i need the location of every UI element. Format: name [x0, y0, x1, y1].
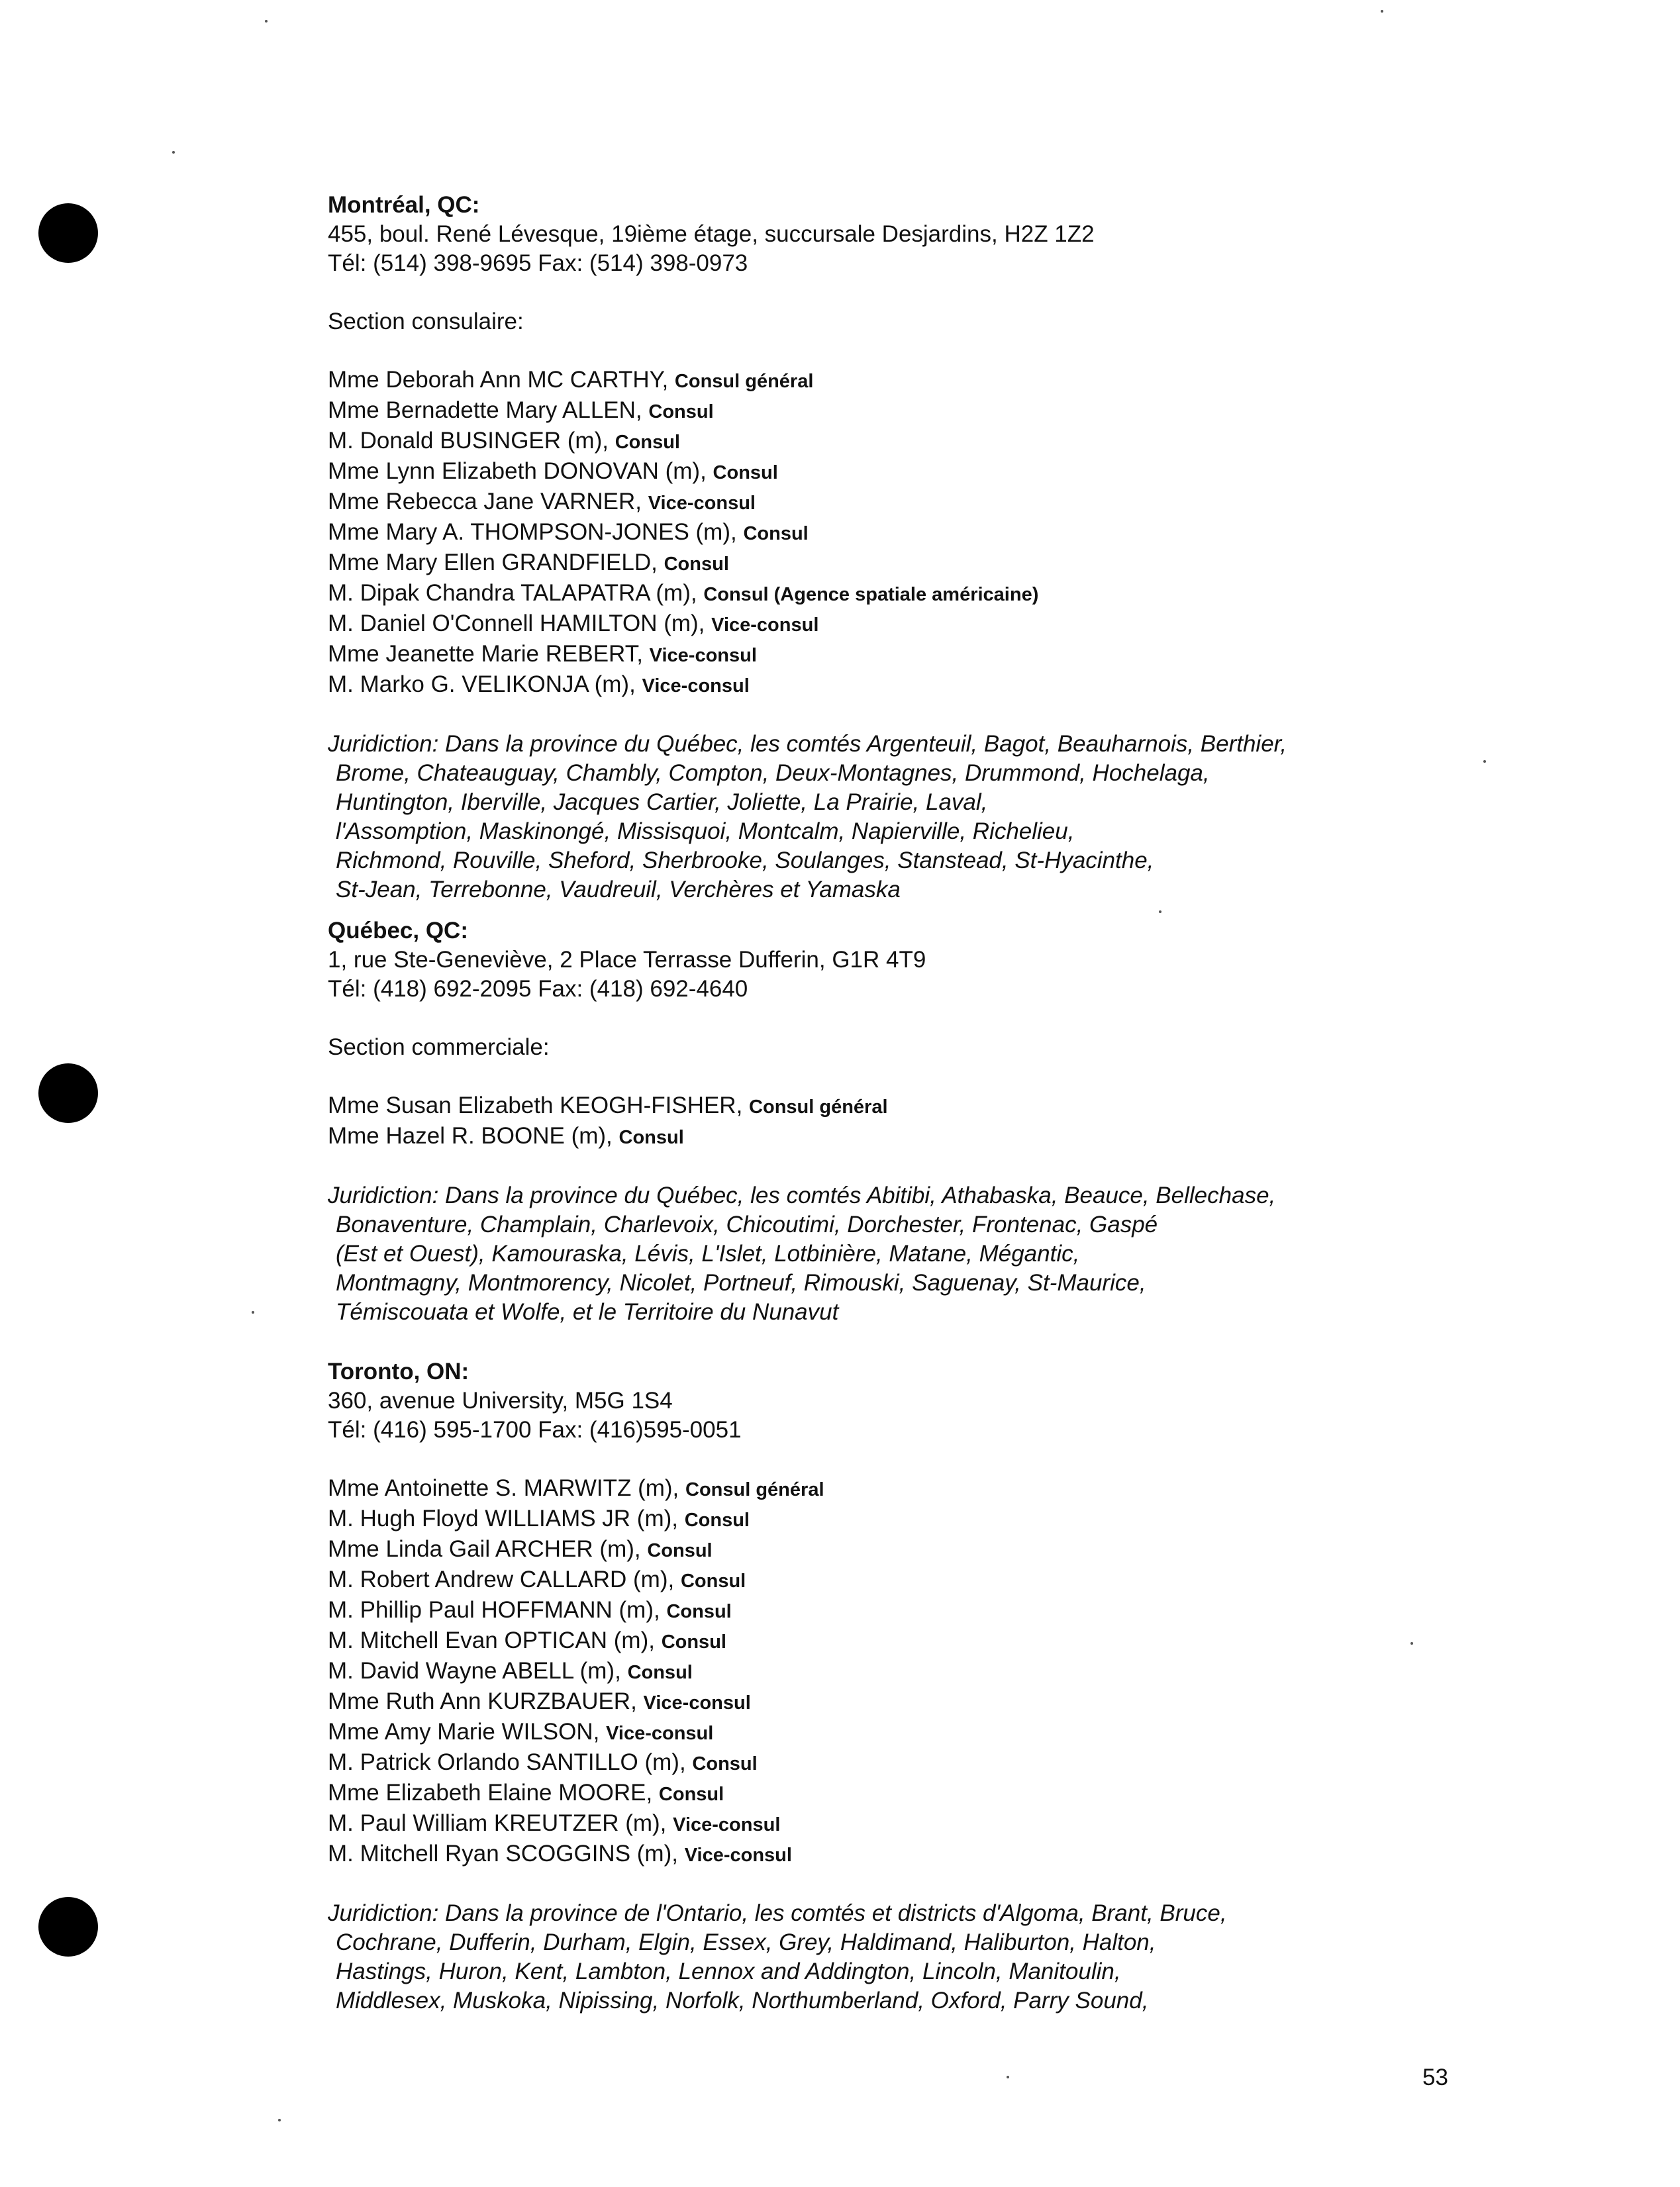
office-phone: Tél: (416) 595-1700 Fax: (416)595-0051 — [328, 1417, 742, 1443]
office-toronto — [328, 1357, 1227, 2016]
office-city: Toronto, ON: — [328, 1359, 469, 1385]
office-address: 1, rue Ste-Geneviève, 2 Place Terrasse Dufferin, G1R 4T9 — [328, 947, 926, 973]
office-phone: Tél: (514) 398-9695 Fax: (514) 398-0973 — [328, 250, 748, 276]
jurisdiction-line: Richmond, Rouville, Sheford, Sherbrooke, Soulanges, Stanstead, St-Hyacinthe, — [336, 848, 1154, 873]
staff-role: Vice-consul — [642, 675, 750, 697]
jurisdiction-line: Cochrane, Dufferin, Durham, Elgin, Essex, Grey, Haldimand, Haliburton, Halton, — [336, 1929, 1156, 1955]
jurisdiction-line: l'Assomption, Maskinongé, Missisquoi, Montcalm, Napierville, Richelieu, — [336, 818, 1075, 844]
staff-entry — [328, 1091, 1275, 1122]
staff-role: Vice-consul — [648, 493, 756, 514]
staff-role: Vice-consul — [711, 614, 819, 636]
staff-name: Mme Ruth Ann KURZBAUER, — [328, 1688, 637, 1714]
staff-role: Consul — [680, 1571, 746, 1592]
jurisdiction — [328, 1899, 1227, 2016]
jurisdiction-line: Juridiction: Dans la province du Québec, les comtés Abitibi, Athabaska, Beauce, Bellechase, — [328, 1183, 1276, 1208]
scan-speck — [1007, 2076, 1009, 2078]
staff-role: Consul — [618, 1127, 684, 1148]
staff-entry — [328, 1474, 1227, 1504]
staff-name: Mme Hazel R. BOONE (m), — [328, 1123, 613, 1149]
staff-role: Consul — [627, 1662, 693, 1683]
staff-role: Consul général — [749, 1096, 888, 1118]
staff-name: M. Daniel O'Connell HAMILTON (m), — [328, 610, 705, 636]
staff-entry — [328, 548, 1287, 579]
punch-hole-top — [38, 203, 98, 263]
staff-name: M. Robert Andrew CALLARD (m), — [328, 1567, 675, 1592]
staff-role: Consul — [658, 1784, 724, 1805]
page-number: 53 — [1422, 2065, 1448, 2090]
staff-entry — [328, 365, 1287, 396]
jurisdiction — [328, 730, 1287, 904]
jurisdiction-label: Juridiction: — [328, 1900, 439, 1926]
staff-name: M. Marko G. VELIKONJA (m), — [328, 671, 636, 697]
jurisdiction-line: Montmagny, Montmorency, Nicolet, Portneuf, Rimouski, Saguenay, St-Maurice, — [336, 1270, 1146, 1296]
staff-role: Consul — [615, 432, 680, 453]
staff-list — [328, 1091, 1275, 1152]
staff-entry — [328, 640, 1287, 670]
staff-list — [328, 1474, 1227, 1870]
staff-entry — [328, 396, 1287, 426]
staff-entry — [328, 1657, 1227, 1687]
jurisdiction-line: Huntington, Iberville, Jacques Cartier, Joliette, La Prairie, Laval, — [336, 789, 988, 815]
staff-entry — [328, 609, 1287, 640]
staff-list — [328, 365, 1287, 701]
jurisdiction-line: Middlesex, Muskoka, Nipissing, Norfolk, Northumberland, Oxford, Parry Sound, — [336, 1988, 1149, 2014]
scan-speck — [172, 151, 175, 154]
staff-name: M. David Wayne ABELL (m), — [328, 1658, 621, 1684]
staff-entry — [328, 1809, 1227, 1839]
scan-speck — [1159, 910, 1161, 913]
staff-entry — [328, 1626, 1227, 1657]
staff-entry — [328, 579, 1287, 609]
staff-role: Vice-consul — [684, 1845, 792, 1866]
punch-hole-middle — [38, 1063, 98, 1123]
staff-name: Mme Elizabeth Elaine MOORE, — [328, 1780, 653, 1806]
staff-name: Mme Amy Marie WILSON, — [328, 1719, 600, 1745]
office-section: Section commerciale: — [328, 1034, 550, 1060]
staff-entry — [328, 1778, 1227, 1809]
jurisdiction-line: Juridiction: Dans la province de l'Ontario, les comtés et districts d'Algoma, Brant, Bruce, — [328, 1900, 1227, 1926]
staff-name: M. Mitchell Ryan SCOGGINS (m), — [328, 1841, 678, 1867]
scan-speck — [252, 1311, 254, 1314]
jurisdiction-line: (Est et Ouest), Kamouraska, Lévis, L'Islet, Lotbinière, Matane, Mégantic, — [336, 1241, 1080, 1267]
staff-name: Mme Susan Elizabeth KEOGH-FISHER, — [328, 1093, 743, 1118]
staff-role: Consul — [647, 1540, 713, 1561]
office-section: Section consulaire: — [328, 309, 524, 334]
staff-entry — [328, 1504, 1227, 1535]
staff-name: Mme Linda Gail ARCHER (m), — [328, 1536, 641, 1562]
staff-entry — [328, 487, 1287, 518]
staff-role: Consul — [664, 554, 729, 575]
staff-name: M. Paul William KREUTZER (m), — [328, 1810, 667, 1836]
staff-entry — [328, 1687, 1227, 1718]
staff-name: Mme Lynn Elizabeth DONOVAN (m), — [328, 458, 707, 484]
staff-role: Consul — [661, 1631, 726, 1653]
scan-speck — [265, 20, 268, 23]
punch-hole-bottom — [38, 1897, 98, 1957]
jurisdiction-label: Juridiction: — [328, 731, 439, 757]
staff-name: Mme Bernadette Mary ALLEN, — [328, 397, 642, 423]
staff-role: Consul — [684, 1510, 750, 1531]
staff-entry — [328, 1718, 1227, 1748]
jurisdiction-line: Brome, Chateauguay, Chambly, Compton, Deux-Montagnes, Drummond, Hochelaga, — [336, 760, 1210, 786]
staff-role: Consul général — [685, 1479, 824, 1500]
staff-role: Consul — [666, 1601, 732, 1622]
scan-speck — [1410, 1642, 1413, 1645]
staff-role: Vice-consul — [606, 1723, 714, 1744]
staff-role: Vice-consul — [673, 1814, 781, 1835]
staff-role: Consul — [743, 523, 809, 544]
staff-name: M. Phillip Paul HOFFMANN (m), — [328, 1597, 660, 1623]
office-city: Québec, QC: — [328, 918, 468, 944]
staff-name: M. Patrick Orlando SANTILLO (m), — [328, 1749, 686, 1775]
office-city: Montréal, QC: — [328, 192, 480, 218]
scan-speck — [1381, 10, 1383, 13]
office-address: 360, avenue University, M5G 1S4 — [328, 1388, 673, 1414]
staff-role: Vice-consul — [643, 1692, 751, 1714]
staff-name: Mme Rebecca Jane VARNER, — [328, 489, 642, 514]
staff-entry — [328, 670, 1287, 701]
staff-role: Consul — [648, 401, 714, 422]
staff-name: M. Donald BUSINGER (m), — [328, 428, 609, 454]
jurisdiction-line: Témiscouata et Wolfe, et le Territoire du Nunavut — [336, 1299, 839, 1325]
staff-entry — [328, 1839, 1227, 1870]
staff-entry — [328, 1565, 1227, 1596]
jurisdiction-line: Hastings, Huron, Kent, Lambton, Lennox and Addington, Lincoln, Manitoulin, — [336, 1959, 1121, 1984]
staff-entry — [328, 1535, 1227, 1565]
staff-entry — [328, 426, 1287, 457]
staff-name: M. Dipak Chandra TALAPATRA (m), — [328, 580, 697, 606]
office-phone: Tél: (418) 692-2095 Fax: (418) 692-4640 — [328, 976, 748, 1002]
staff-name: Mme Mary Ellen GRANDFIELD, — [328, 550, 658, 575]
staff-role: Consul — [692, 1753, 758, 1774]
staff-entry — [328, 518, 1287, 548]
jurisdiction-line: Bonaventure, Champlain, Charlevoix, Chicoutimi, Dorchester, Frontenac, Gaspé — [336, 1212, 1158, 1238]
staff-role: Consul général — [674, 371, 814, 392]
staff-entry — [328, 1596, 1227, 1626]
staff-entry — [328, 457, 1287, 487]
staff-name: Mme Jeanette Marie REBERT, — [328, 641, 643, 667]
office-montreal — [328, 191, 1287, 904]
scan-speck — [1483, 760, 1486, 763]
staff-entry — [328, 1748, 1227, 1778]
staff-name: M. Mitchell Evan OPTICAN (m), — [328, 1628, 655, 1653]
staff-role: Consul (Agence spatiale américaine) — [703, 584, 1039, 605]
staff-name: M. Hugh Floyd WILLIAMS JR (m), — [328, 1506, 678, 1531]
jurisdiction — [328, 1181, 1275, 1327]
staff-name: Mme Mary A. THOMPSON-JONES (m), — [328, 519, 737, 545]
scan-speck — [278, 2119, 281, 2121]
office-address: 455, boul. René Lévesque, 19ième étage, succursale Desjardins, H2Z 1Z2 — [328, 221, 1095, 247]
staff-entry — [328, 1122, 1275, 1152]
staff-name: Mme Deborah Ann MC CARTHY, — [328, 367, 669, 393]
staff-name: Mme Antoinette S. MARWITZ (m), — [328, 1475, 679, 1501]
staff-role: Vice-consul — [649, 645, 757, 666]
office-quebec — [328, 916, 1275, 1327]
jurisdiction-label: Juridiction: — [328, 1183, 439, 1208]
jurisdiction-line: Juridiction: Dans la province du Québec, les comtés Argenteuil, Bagot, Beauharnois, Berthier, — [328, 731, 1287, 757]
jurisdiction-line: St-Jean, Terrebonne, Vaudreuil, Verchères et Yamaska — [336, 877, 901, 902]
staff-role: Consul — [713, 462, 778, 483]
